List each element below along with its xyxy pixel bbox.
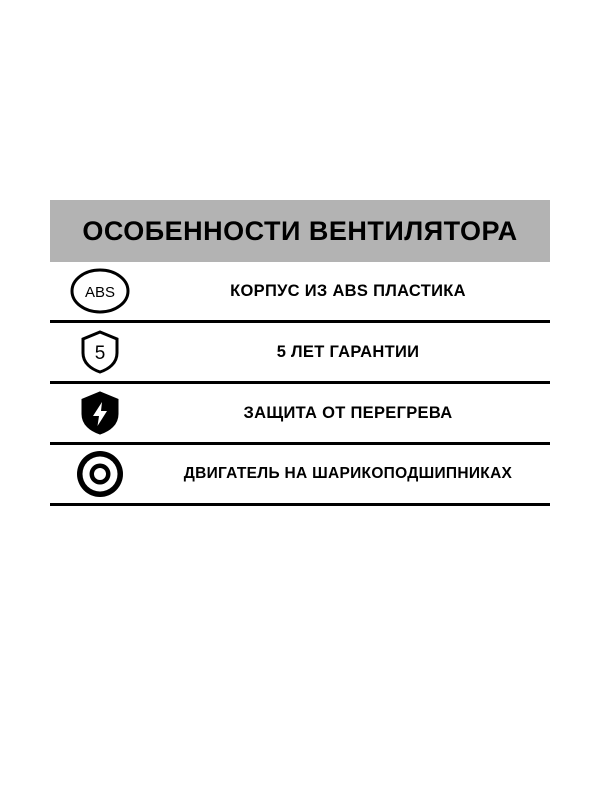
page-title: ОСОБЕННОСТИ ВЕНТИЛЯТОРА (82, 215, 518, 246)
abs-plastic-icon (70, 268, 130, 314)
warranty-shield-icon (79, 329, 121, 375)
label-cell (150, 465, 550, 483)
feature-row (50, 262, 550, 323)
icon-cell (50, 449, 150, 499)
icon-cell (50, 390, 150, 436)
feature-label: КОРПУС ИЗ ABS ПЛАСТИКА (230, 281, 466, 300)
overheat-protection-shield-icon (79, 390, 121, 436)
feature-row (50, 384, 550, 445)
feature-row (50, 323, 550, 384)
feature-label: ДВИГАТЕЛЬ НА ШАРИКОПОДШИПНИКАХ (183, 465, 513, 482)
label-cell (150, 404, 550, 423)
feature-row (50, 445, 550, 506)
label-cell (150, 282, 550, 301)
svg-text:ABS: ABS (84, 284, 116, 301)
icon-cell (50, 268, 150, 314)
feature-label: 5 ЛЕТ ГАРАНТИИ (276, 342, 420, 361)
features-block (50, 200, 550, 506)
label-cell (150, 343, 550, 362)
feature-label: ЗАЩИТА ОТ ПЕРЕГРЕВА (243, 403, 453, 422)
ball-bearing-icon (75, 449, 125, 499)
features-title-bar (50, 200, 550, 262)
icon-cell (50, 329, 150, 375)
svg-text:5: 5 (94, 343, 106, 364)
